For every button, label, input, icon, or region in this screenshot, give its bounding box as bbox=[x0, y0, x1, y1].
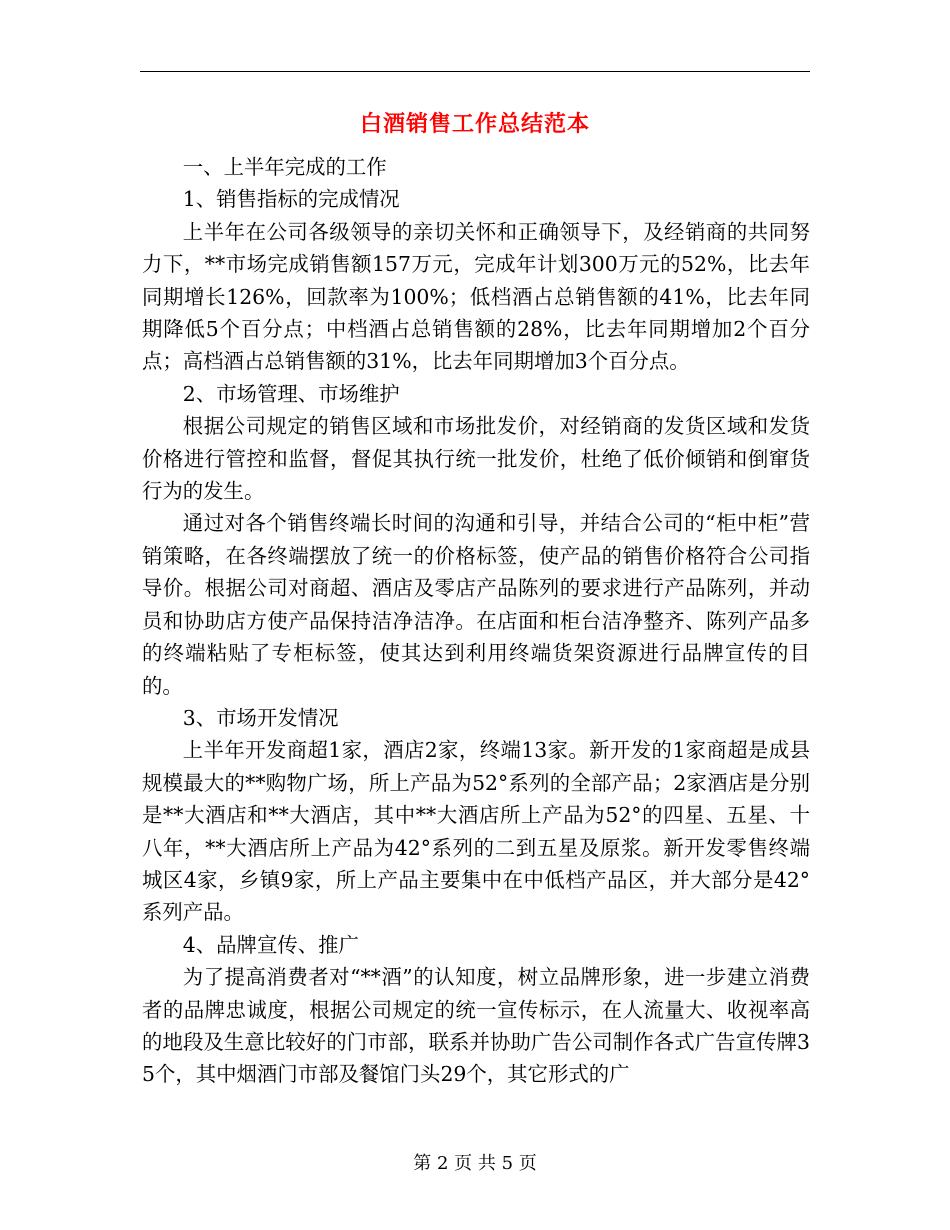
body-paragraph: 根据公司规定的销售区域和市场批发价，对经销商的发货区域和发货价格进行管控和监督，督促其执行统一批发价，杜绝了低价倾销和倒窜货行为的发生。 bbox=[142, 414, 810, 504]
body-paragraph: 通过对各个销售终端长时间的沟通和引导，并结合公司的“柜中柜”营销策略，在各终端摆放了统一的价格标签，使产品的销售价格符合公司指导价。根据公司对商超、酒店及零店产品陈列的要求进行产品陈列，并动员和协助店方使产品保持洁净洁净。在店面和柜台洁净整齐、陈列产品多的终端粘贴了专柜标签，使其达到利用终端货架资源进行品牌宣传的目的。 bbox=[142, 511, 810, 698]
page-number: 第 2 页 共 5 页 bbox=[413, 1153, 537, 1174]
document-body bbox=[142, 151, 810, 1091]
body-paragraph: 为了提高消费者对“**酒”的认知度，树立品牌形象，进一步建立消费者的品牌忠诚度，根据公司规定的统一宣传标示，在人流量大、收视率高的地段及生意比较好的门市部，联系并协助广告公司制作各式广告宣传牌35个，其中烟酒门市部及餐馆门头29个，其它形式的广 bbox=[142, 965, 810, 1087]
subsection-heading: 3、市场开发情况 bbox=[182, 705, 339, 730]
document-title: 白酒销售工作总结范本 bbox=[359, 112, 590, 137]
body-paragraph: 上半年在公司各级领导的亲切关怀和正确领导下，及经销商的共同努力下，**市场完成销售额157万元，完成年计划300万元的52%，比去年同期增长126%，回款率为100%；低档酒占总销售额的41%，比去年同期降低5个百分点；中档酒占总销售额的28%，比去年同期增加2个百分点；高档酒占总销售额的31%，比去年同期增加3个百分点。 bbox=[142, 219, 810, 374]
page-footer bbox=[0, 1152, 950, 1176]
subsection-heading: 2、市场管理、市场维护 bbox=[182, 381, 400, 406]
section-heading: 一、上半年完成的工作 bbox=[182, 155, 387, 179]
subsection-heading: 1、销售指标的完成情况 bbox=[182, 187, 400, 212]
header-rule bbox=[140, 71, 810, 72]
body-paragraph: 上半年开发商超1家，酒店2家，终端13家。新开发的1家商超是成县规模最大的**购物广场，所上产品为52°系列的全部产品；2家酒店是分别是**大酒店和**大酒店，其中**大酒店所上产品为52°的四星、五星、十八年，**大酒店所上产品为42°系列的二到五星及原浆。新开发零售终端城区4家，乡镇9家，所上产品主要集中在中低档产品区，并大部分是42°系列产品。 bbox=[142, 738, 810, 925]
subsection-heading: 4、品牌宣传、推广 bbox=[182, 932, 359, 957]
